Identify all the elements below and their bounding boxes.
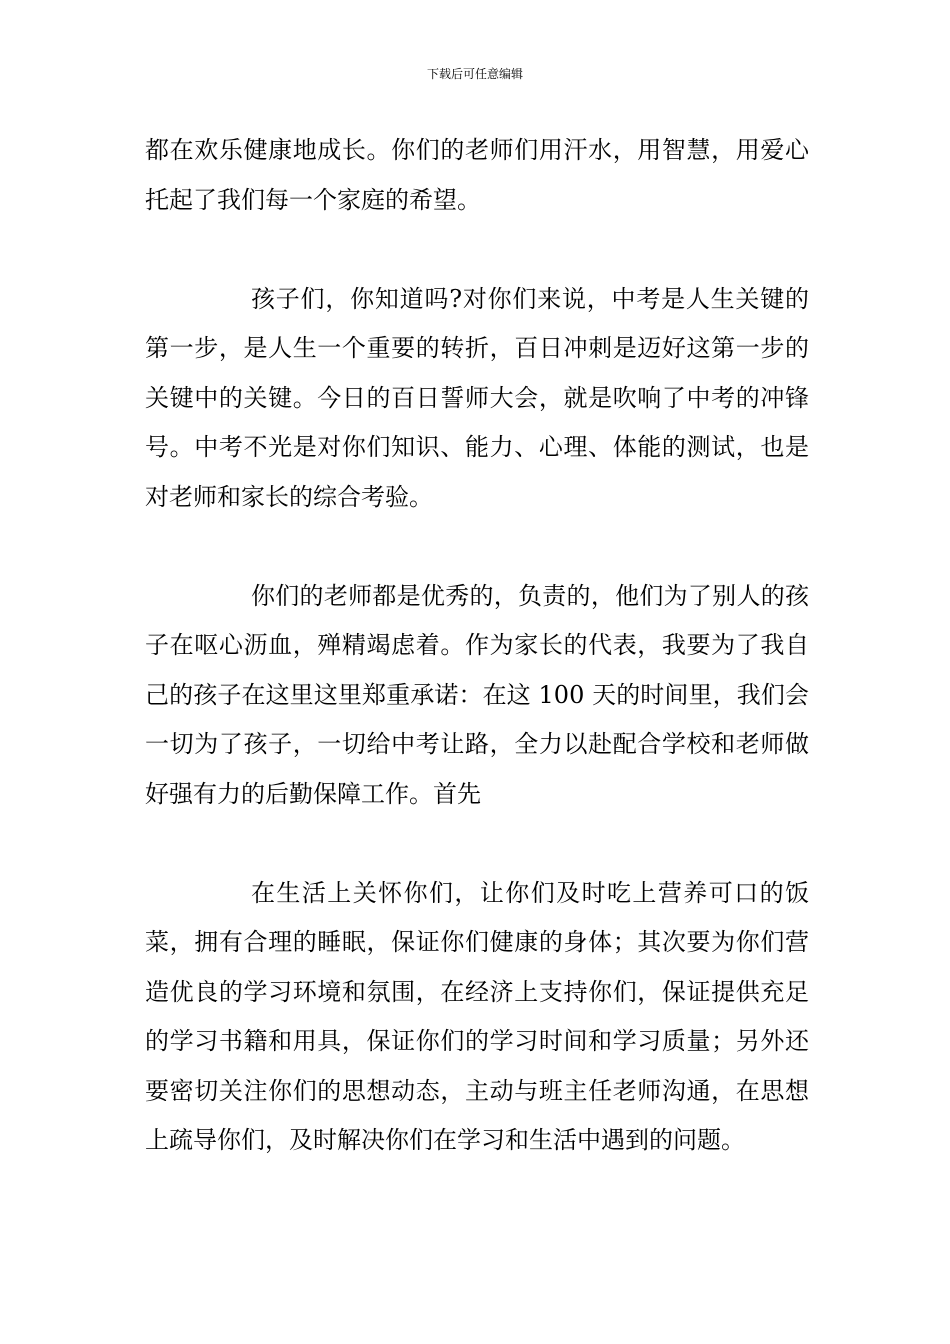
paragraph-4: 在生活上关怀你们，让你们及时吃上营养可口的饭菜，拥有合理的睡眠，保证你们健康的身体；其次要为你们营造优良的学习环境和氛围，在经济上支持你们，保证提供充足的学习书籍和用具，保证你们的学习时间和学习质量；另外还要密切关注你们的思想动态，主动与班主任老师沟通，在思想上疏导你们，及时解决你们在学习和生活中遇到的问题。 [145, 878, 809, 1154]
paragraph-1: 都在欢乐健康地成长。你们的老师们用汗水，用智慧，用爱心托起了我们每一个家庭的希望。 [145, 136, 809, 214]
header-note: 下载后可任意编辑 [426, 67, 523, 81]
paragraph-2: 孩子们，你知道吗?对你们来说，中考是人生关键的第一步，是人生一个重要的转折，百日冲刺是迈好这第一步的关键中的关键。今日的百日誓师大会，就是吹响了中考的冲锋号。中考不光是对你们知识、能力、心理、体能的测试，也是对老师和家长的综合考验。 [145, 284, 809, 511]
document-body [145, 126, 809, 1166]
paragraph-3: 你们的老师都是优秀的，负责的，他们为了别人的孩子在呕心沥血，殚精竭虑着。作为家长的代表，我要为了我自己的孩子在这里这里郑重承诺：在这 100 天的时间里，我们会一切为了孩子，一切给中考让路，全力以赴配合学校和老师做好强有力的后勤保障工作。首先 [145, 581, 809, 808]
